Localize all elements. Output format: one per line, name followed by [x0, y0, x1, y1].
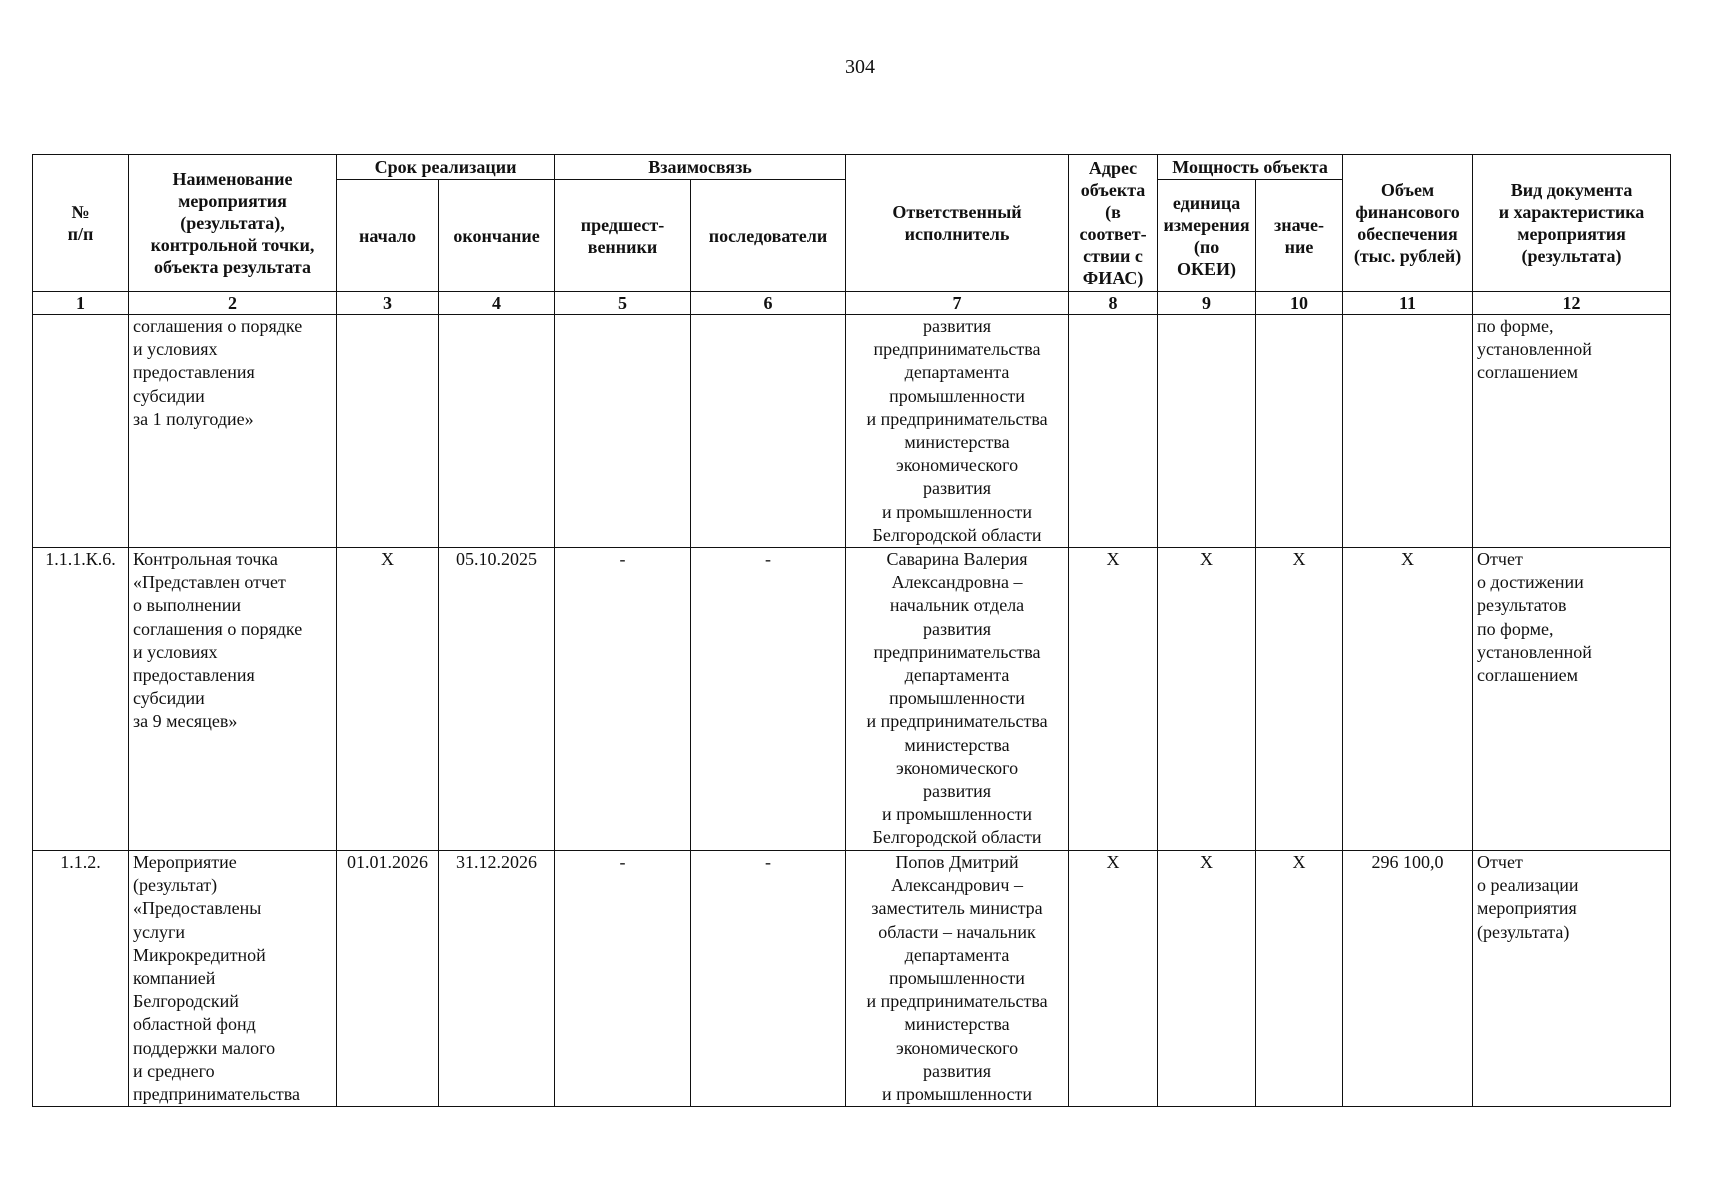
column-number: 9 — [1158, 292, 1256, 315]
table-row — [33, 548, 1671, 851]
header-power-group: Мощность объекта — [1158, 155, 1343, 180]
table-row — [33, 315, 1671, 548]
header-name: Наименование мероприятия (результата), контрольной точки, объекта результата — [129, 155, 337, 292]
cell-address: Х — [1069, 548, 1158, 851]
cell-financing: 296 100,0 — [1343, 851, 1473, 1107]
column-numbers-row — [33, 292, 1671, 315]
cell-value — [1256, 315, 1343, 548]
header-link-group: Взаимосвязь — [555, 155, 846, 180]
cell-responsible: Саварина Валерия Александровна – начальник отдела развития предпринимательства департамента промышленности и предпринимательства министерства экономического развития и промышленности Белгородской области — [846, 548, 1069, 851]
cell-name: Контрольная точка «Представлен отчет о выполнении соглашения о порядке и условиях предоставления субсидии за 9 месяцев» — [129, 548, 337, 851]
header-unit: единица измерения (по ОКЕИ) — [1158, 180, 1256, 292]
header-financing: Объем финансового обеспечения (тыс. рублей) — [1343, 155, 1473, 292]
table-row — [33, 851, 1671, 1107]
cell-start — [337, 315, 439, 548]
header-row-1 — [33, 155, 1671, 180]
cell-predecessors: - — [555, 851, 691, 1107]
cell-document: по форме, установленной соглашением — [1473, 315, 1671, 548]
cell-address: Х — [1069, 851, 1158, 1107]
cell-successors: - — [691, 548, 846, 851]
header-term-group-label: Срок реализации — [374, 157, 517, 177]
cell-end — [439, 315, 555, 548]
cell-start: 01.01.2026 — [337, 851, 439, 1107]
cell-successors — [691, 315, 846, 548]
column-number: 12 — [1473, 292, 1671, 315]
cell-end: 05.10.2025 — [439, 548, 555, 851]
header-predecessors: предшест- венники — [555, 180, 691, 292]
cell-num: 1.1.2. — [33, 851, 129, 1107]
column-number: 1 — [33, 292, 129, 315]
cell-responsible: Попов Дмитрий Александрович – заместитель министра области – начальник департамента промышленности и предпринимательства министерства экономического развития и промышленности — [846, 851, 1069, 1107]
header-responsible: Ответственный исполнитель — [846, 155, 1069, 292]
column-number: 5 — [555, 292, 691, 315]
column-number: 6 — [691, 292, 846, 315]
column-number: 8 — [1069, 292, 1158, 315]
header-address: Адрес объекта (в соответ- ствии с ФИАС) — [1069, 155, 1158, 292]
cell-predecessors — [555, 315, 691, 548]
cell-name: Мероприятие (результат) «Предоставлены услуги Микрокредитной компанией Белгородский областной фонд поддержки малого и среднего предпринимательства — [129, 851, 337, 1107]
column-number: 3 — [337, 292, 439, 315]
header-num: № п/п — [33, 155, 129, 292]
cell-unit — [1158, 315, 1256, 548]
cell-successors: - — [691, 851, 846, 1107]
cell-financing — [1343, 315, 1473, 548]
cell-num: 1.1.1.К.6. — [33, 548, 129, 851]
cell-responsible: развития предпринимательства департамента промышленности и предпринимательства министерства экономического развития и промышленности Белгородской области — [846, 315, 1069, 548]
cell-financing: Х — [1343, 548, 1473, 851]
cell-start: Х — [337, 548, 439, 851]
header-document: Вид документа и характеристика мероприятия (результата) — [1473, 155, 1671, 292]
plan-table — [32, 154, 1671, 1107]
cell-value: Х — [1256, 851, 1343, 1107]
cell-num — [33, 315, 129, 548]
column-number: 2 — [129, 292, 337, 315]
cell-document: Отчет о достижении результатов по форме, установленной соглашением — [1473, 548, 1671, 851]
column-number: 11 — [1343, 292, 1473, 315]
cell-document: Отчет о реализации мероприятия (результата) — [1473, 851, 1671, 1107]
cell-name: соглашения о порядке и условиях предоставления субсидии за 1 полугодие» — [129, 315, 337, 548]
cell-value: Х — [1256, 548, 1343, 851]
header-term-group — [337, 155, 555, 180]
header-start: начало — [337, 180, 439, 292]
column-number: 7 — [846, 292, 1069, 315]
cell-unit: Х — [1158, 548, 1256, 851]
column-number: 4 — [439, 292, 555, 315]
cell-address — [1069, 315, 1158, 548]
header-end: окончание — [439, 180, 555, 292]
header-value: значе- ние — [1256, 180, 1343, 292]
cell-end: 31.12.2026 — [439, 851, 555, 1107]
cell-unit: Х — [1158, 851, 1256, 1107]
page-number: 304 — [845, 56, 875, 78]
column-number: 10 — [1256, 292, 1343, 315]
cell-predecessors: - — [555, 548, 691, 851]
header-successors: последователи — [691, 180, 846, 292]
